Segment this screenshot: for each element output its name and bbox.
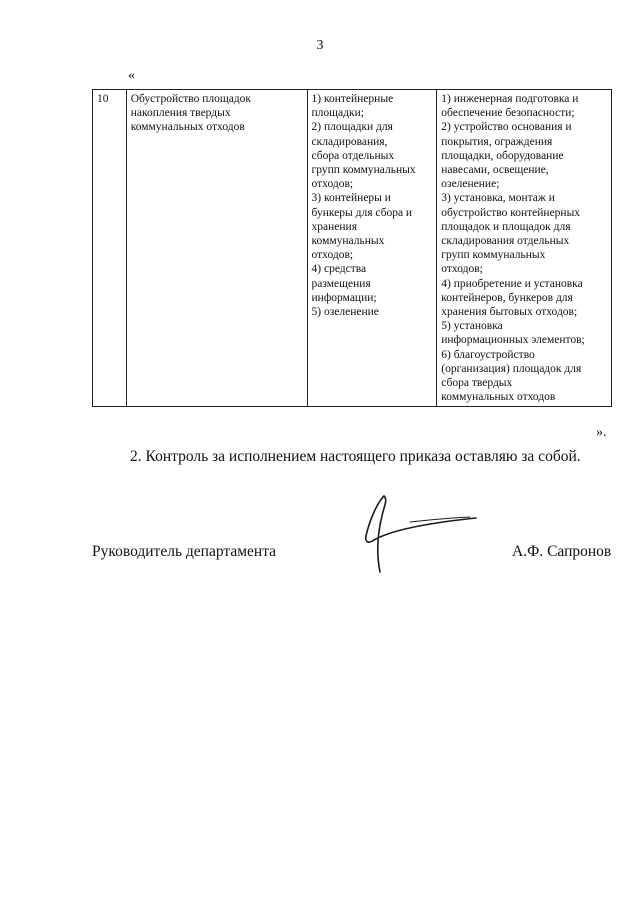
items-line: групп коммунальных <box>311 164 416 177</box>
name-line: Обустройство площадок <box>130 93 251 105</box>
works-line: навесами, освещение, <box>441 164 549 177</box>
page-number: 3 <box>316 38 324 53</box>
items-line: 5) озеленение <box>311 306 379 319</box>
measures-table <box>92 89 612 407</box>
works-line: озеленение; <box>441 178 500 191</box>
works-line: покрытия, ограждения <box>441 135 553 148</box>
works-line: площадки, оборудование <box>441 149 564 162</box>
control-paragraph: 2. Контроль за исполнением настоящего приказа оставляю за собой. <box>130 448 581 465</box>
open-quote: « <box>128 68 135 83</box>
works-line: 6) благоустройство <box>441 348 535 361</box>
works-line: 2) устройство основания и <box>441 121 572 134</box>
works-line: 3) установка, монтаж и <box>441 192 555 205</box>
works-line: сбора твердых <box>441 377 513 390</box>
works-line: хранения бытовых отходов; <box>441 306 578 319</box>
items-line: 1) контейнерные <box>311 93 394 105</box>
works-line: обеспечение безопасности; <box>441 107 575 120</box>
items-line: хранения <box>311 220 357 233</box>
items-line: размещения <box>311 277 371 290</box>
works-line: информационных элементов; <box>441 334 585 347</box>
works-line: складирования отдельных <box>441 235 570 248</box>
items-line: бункеры для сбора и <box>311 206 413 219</box>
items-line: складирования, <box>311 135 388 148</box>
items-line: отходов; <box>311 178 354 191</box>
items-line: коммунальных <box>311 235 385 248</box>
row-number-cell: 10 <box>93 90 127 407</box>
row-name-cell <box>126 90 307 407</box>
works-line: коммунальных отходов <box>441 391 556 404</box>
works-line: 4) приобретение и установка <box>441 277 583 290</box>
close-quote: ». <box>596 425 607 440</box>
works-line: обустройство контейнерных <box>441 206 581 219</box>
items-line: 3) контейнеры и <box>311 192 391 205</box>
works-line: групп коммунальных <box>441 249 546 262</box>
table-row <box>93 90 612 407</box>
row-items-cell <box>307 90 437 407</box>
works-line: контейнеров, бункеров для <box>441 291 573 304</box>
signer-title: Руководитель департамента <box>92 543 277 560</box>
name-line: накопления твердых <box>130 107 231 120</box>
signer-name: А.Ф. Сапронов <box>512 543 612 560</box>
items-line: 2) площадки для <box>311 121 393 134</box>
row-works-cell <box>437 90 612 407</box>
name-line: коммунальных отходов <box>130 121 245 134</box>
signature-image <box>358 492 478 577</box>
works-line: 1) инженерная подготовка и <box>441 93 579 105</box>
works-line: отходов; <box>441 263 483 276</box>
works-line: 5) установка <box>441 320 503 333</box>
items-line: отходов; <box>311 249 354 262</box>
items-line: площадки; <box>311 107 364 120</box>
works-line: площадок и площадок для <box>441 220 571 233</box>
works-line: (организация) площадок для <box>441 362 582 375</box>
items-line: 4) средства <box>311 263 367 276</box>
items-line: информации; <box>311 291 377 304</box>
items-line: сбора отдельных <box>311 149 395 162</box>
